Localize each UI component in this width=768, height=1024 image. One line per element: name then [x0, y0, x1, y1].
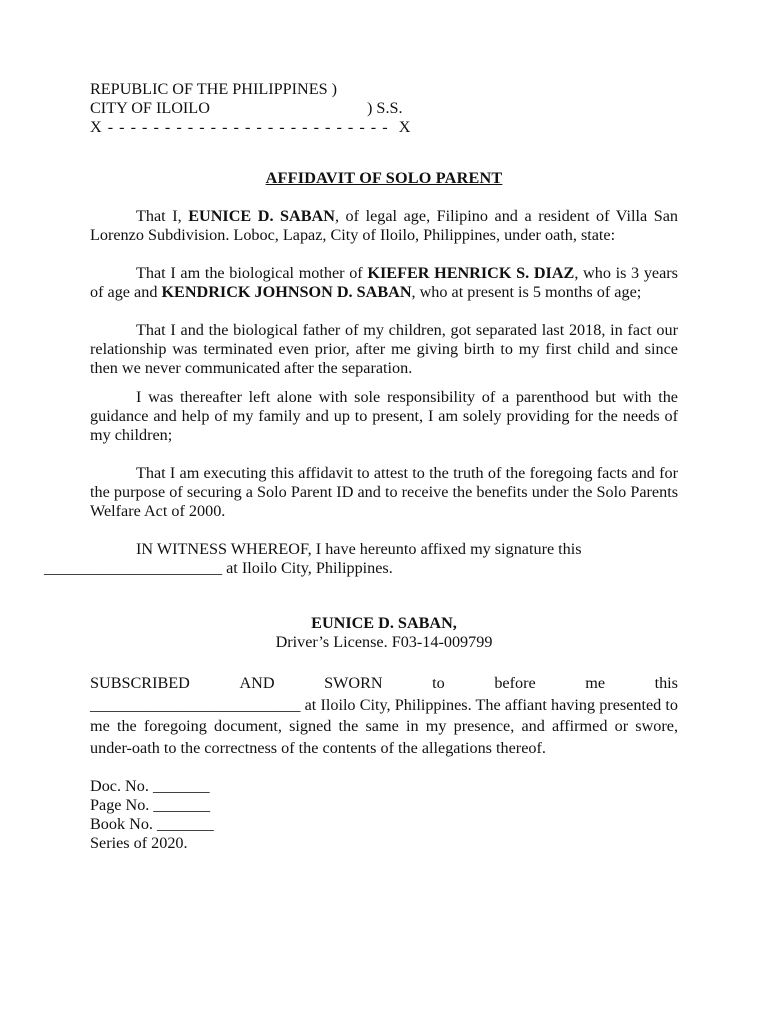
jurat-word: before [494, 674, 536, 692]
child2-name: KENDRICK JOHNSON D. SABAN [161, 283, 412, 301]
jurat-block [90, 673, 678, 759]
affiant-name: EUNICE D. SABAN, [311, 614, 457, 632]
venue-city [90, 99, 678, 118]
venue-block [90, 80, 678, 137]
jurat-word: SWORN [324, 674, 383, 692]
jurat-word: me [585, 674, 606, 692]
para1-pre: That I, [136, 207, 189, 225]
para1-post: , of legal age, Filipino and a resident of Villa San Lorenzo Subdivision. Loboc, Lapaz, City of Iloilo, Philippines, under oath, state: [90, 207, 678, 244]
jurat-word: to [432, 674, 445, 692]
paragraph-purpose: That I am executing this affidavit to attest to the truth of the foregoing facts and for the purpose of securing a Solo Parent ID and to receive the benefits under the Solo Parents Welfare Act of 2000. [90, 464, 678, 520]
jurat-first-line [44, 673, 678, 695]
witness-line2: ______________________ at Iloilo City, Philippines. [44, 559, 393, 577]
notary-series: Series of 2020. [90, 834, 188, 852]
venue-separator: X - - - - - - - - - - - - - - - - - - - - - - - - - X [90, 118, 412, 136]
notary-page-no: Page No. _______ [90, 796, 211, 814]
jurat-word: this [654, 674, 678, 692]
paragraph-witness [44, 540, 678, 578]
paragraph-identity [90, 207, 678, 245]
affiant-block [90, 614, 678, 652]
witness-line1: IN WITNESS WHEREOF, I have hereunto affixed my signature this [136, 540, 582, 558]
document-title: AFFIDAVIT OF SOLO PARENT [265, 169, 503, 187]
venue-republic [90, 80, 678, 99]
notary-register-block [90, 777, 678, 853]
affiant-name-inline: EUNICE D. SABAN [188, 207, 335, 225]
jurat-word: SUBSCRIBED [90, 674, 190, 692]
para2-post: , who at present is 5 months of age; [411, 283, 642, 301]
notary-book-no: Book No. _______ [90, 815, 214, 833]
paragraph-responsibility: I was thereafter left alone with sole responsibility of a parenthood but with the guidance and help of my family and up to present, I am solely providing for the needs of my children; [90, 388, 678, 444]
jurat-body: __________________________ at Iloilo City, Philippines. The affiant having presented to me the foregoing document, signed the same in my presence, and affirmed or swore, under-oath to the correctness of the contents of the allegations thereof. [90, 695, 678, 757]
venue-republic-text: REPUBLIC OF THE PHILIPPINES ) [90, 80, 338, 98]
para2-mid: , who is 3 years of age and [90, 264, 678, 301]
affidavit-page [44, 80, 678, 853]
notary-doc-no: Doc. No. _______ [90, 777, 210, 795]
paragraph-children [90, 264, 678, 302]
venue-ss-text: ) S.S. [367, 99, 403, 117]
venue-city-text: CITY OF ILOILO [90, 99, 210, 117]
paragraph-separation: That I and the biological father of my children, got separated last 2018, in fact our relationship was terminated even prior, after me giving birth to my first child and since then we never communicated after the separation. [90, 321, 678, 377]
jurat-word: AND [239, 674, 275, 692]
affiant-license: Driver’s License. F03-14-009799 [275, 633, 493, 651]
para2-pre: That I am the biological mother of [136, 264, 368, 282]
child1-name: KIEFER HENRICK S. DIAZ [367, 264, 575, 282]
